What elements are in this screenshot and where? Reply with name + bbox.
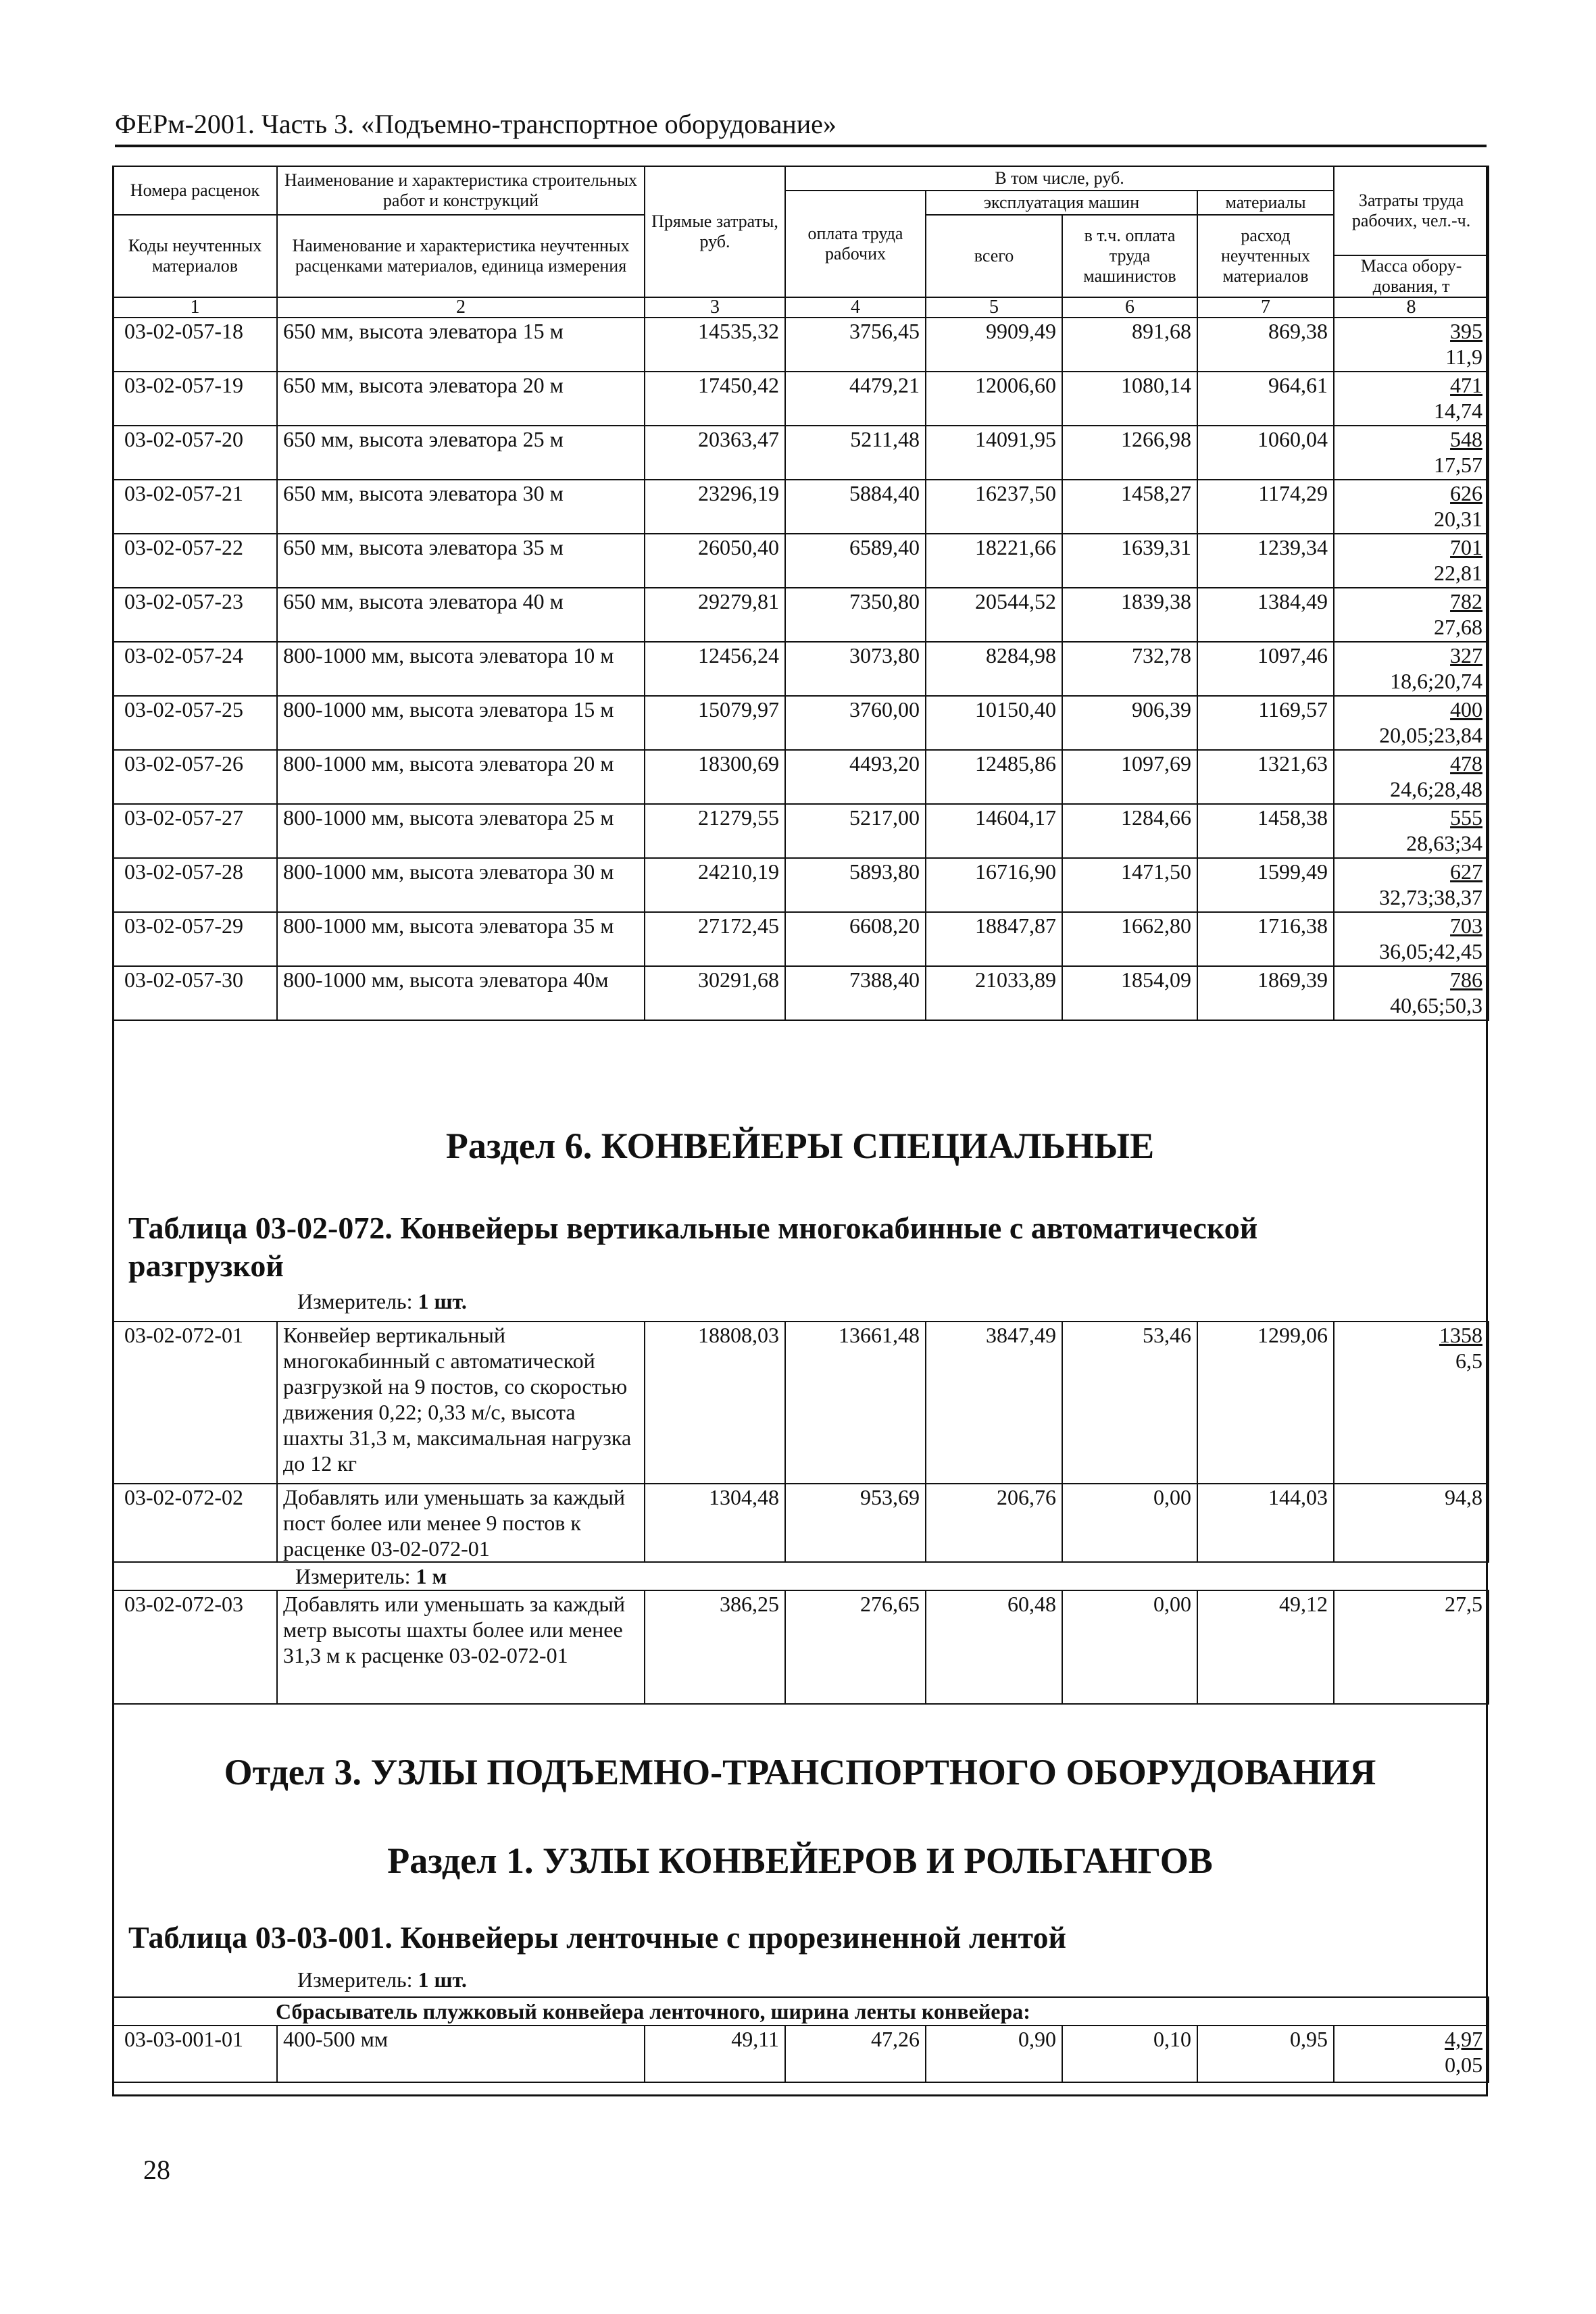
machines-total: 18847,87 [926,912,1062,966]
rate-name: 650 мм, высота элеватора 20 м [277,372,645,426]
materials-cost: 1174,29 [1197,480,1334,534]
machines-total: 0,90 [926,2026,1062,2082]
machines-total: 206,76 [926,1484,1062,1562]
col-code-top: Номера расценок [113,166,277,215]
equipment-mass: 6,5 [1455,1349,1482,1373]
direct-cost: 26050,40 [645,534,785,588]
machines-total: 12485,86 [926,750,1062,804]
labor-hours-and-mass [1334,696,1489,750]
col-name-bottom: Наименование и характеристика неучтенных расценками материалов, единица измерения [277,215,645,297]
rate-code: 03-02-057-20 [113,426,277,480]
table-row [113,2026,1489,2082]
table-row [113,534,1489,588]
labor-hours: 94,8 [1445,1485,1482,1509]
labor-hours-and-mass [1334,912,1489,966]
direct-cost: 15079,97 [645,696,785,750]
labor-hours: 555 [1450,805,1483,830]
table-row [113,750,1489,804]
materials-cost: 1169,57 [1197,696,1334,750]
rate-name: 650 мм, высота элеватора 35 м [277,534,645,588]
materials-cost: 869,38 [1197,318,1334,372]
page-header [115,108,1487,147]
equipment-mass: 20,31 [1434,507,1483,531]
rate-name: 800-1000 мм, высота элеватора 10 м [277,642,645,696]
rate-code: 03-02-072-03 [113,1590,277,1704]
col-number: 1 [113,297,277,318]
rate-name: Конвейер вертикальный многокабинный с автоматической разгрузкой на 9 постов, со скоростью движения 0,22; 0,33 м/с, высота шахты 31,3 м, максимальная нагрузка до 12 кг [277,1322,645,1484]
direct-cost: 18808,03 [645,1322,785,1484]
rate-name: 800-1000 мм, высота элеватора 15 м [277,696,645,750]
col-number: 6 [1062,297,1197,318]
measure-label: Измеритель: 1 шт. [297,1289,467,1313]
labor-hours-and-mass [1334,588,1489,642]
equipment-mass: 28,63;34 [1406,831,1483,855]
labor-hours: 478 [1450,751,1483,776]
labor-hours-and-mass [1334,1322,1489,1484]
rate-code: 03-02-057-25 [113,696,277,750]
materials-cost: 1384,49 [1197,588,1334,642]
machines-total: 18221,66 [926,534,1062,588]
machinists-cost: 1839,38 [1062,588,1197,642]
machinists-cost: 1080,14 [1062,372,1197,426]
col-code-bottom: Коды неучтенных материалов [113,215,277,297]
col-number: 5 [926,297,1062,318]
col-number: 7 [1197,297,1334,318]
machines-total: 16716,90 [926,858,1062,912]
machinists-cost: 891,68 [1062,318,1197,372]
materials-cost: 144,03 [1197,1484,1334,1562]
machines-total: 12006,60 [926,372,1062,426]
machinists-cost: 1097,69 [1062,750,1197,804]
labor-hours-and-mass [1334,1590,1489,1704]
measure-label: Измеритель: 1 шт. [297,1967,467,1992]
rate-code: 03-02-057-28 [113,858,277,912]
direct-cost: 27172,45 [645,912,785,966]
direct-cost: 20363,47 [645,426,785,480]
materials-cost: 1716,38 [1197,912,1334,966]
labor-hours-and-mass [1334,372,1489,426]
table-03-03-001-title: Таблица 03-03-001. Конвейеры ленточные с прорезиненной лентой [128,1920,1067,1955]
machinists-cost: 1471,50 [1062,858,1197,912]
col-machines: эксплуатация машин [926,191,1197,215]
machines-total: 20544,52 [926,588,1062,642]
table-row [113,912,1489,966]
labor-hours-and-mass [1334,642,1489,696]
machinists-cost: 732,78 [1062,642,1197,696]
direct-cost: 12456,24 [645,642,785,696]
rate-name: Добавлять или уменьшать за каждый метр высоты шахты более или менее 31,3 м к расценке 03-02-072-01 [277,1590,645,1704]
labor-hours-and-mass [1334,480,1489,534]
table-row [113,966,1489,1020]
page-number: 28 [143,2155,170,2185]
labor-hours: 626 [1450,481,1483,505]
rate-code: 03-02-072-02 [113,1484,277,1562]
equipment-mass: 17,57 [1434,453,1483,477]
direct-cost: 14535,32 [645,318,785,372]
labor-hours-and-mass [1334,1484,1489,1562]
labor-cost: 4493,20 [785,750,926,804]
col-materials-group: материалы [1197,191,1334,215]
labor-cost: 5884,40 [785,480,926,534]
labor-cost: 5211,48 [785,426,926,480]
materials-cost: 49,12 [1197,1590,1334,1704]
equipment-mass: 32,73;38,37 [1379,885,1483,909]
rates-table-072 [112,1321,1489,1705]
labor-cost: 7388,40 [785,966,926,1020]
labor-cost: 47,26 [785,2026,926,2082]
materials-cost: 1599,49 [1197,858,1334,912]
table-row [113,858,1489,912]
machinists-cost: 0,10 [1062,2026,1197,2082]
labor-hours: 1358 [1439,1323,1482,1347]
labor-cost: 953,69 [785,1484,926,1562]
machines-total: 10150,40 [926,696,1062,750]
labor-hours: 400 [1450,697,1483,722]
labor-cost: 276,65 [785,1590,926,1704]
direct-cost: 23296,19 [645,480,785,534]
table-row [113,318,1489,372]
page-header-title: ФЕРм-2001. Часть 3. «Подъемно-транспортное оборудование» [115,109,837,139]
col-machinists: в т.ч. оплата труда машинистов [1062,215,1197,297]
materials-cost: 1299,06 [1197,1322,1334,1484]
labor-cost: 3756,45 [785,318,926,372]
table-row [113,426,1489,480]
materials-cost: 1239,34 [1197,534,1334,588]
materials-cost: 0,95 [1197,2026,1334,2082]
labor-hours-and-mass [1334,534,1489,588]
machinists-cost: 0,00 [1062,1484,1197,1562]
rate-name: 800-1000 мм, высота элеватора 30 м [277,858,645,912]
machines-total: 16237,50 [926,480,1062,534]
rates-table-top [112,166,1489,1021]
direct-cost: 18300,69 [645,750,785,804]
machinists-cost: 906,39 [1062,696,1197,750]
machines-total: 9909,49 [926,318,1062,372]
rate-code: 03-02-057-27 [113,804,277,858]
labor-hours: 27,5 [1445,1592,1482,1616]
rate-code: 03-02-057-21 [113,480,277,534]
section-1-title: Раздел 1. УЗЛЫ КОНВЕЙЕРОВ И РОЛЬГАНГОВ [387,1840,1213,1881]
table-03-02-072-title: Таблица 03-02-072. Конвейеры вертикальные многокабинные с автоматической разгрузкой [128,1211,1258,1283]
machinists-cost: 1662,80 [1062,912,1197,966]
machinists-cost: 1458,27 [1062,480,1197,534]
col-direct: Прямые затраты, руб. [645,166,785,297]
rate-code: 03-02-057-29 [113,912,277,966]
rate-name: 650 мм, высота элеватора 40 м [277,588,645,642]
materials-cost: 1458,38 [1197,804,1334,858]
machinists-cost: 1284,66 [1062,804,1197,858]
direct-cost: 21279,55 [645,804,785,858]
machines-total: 60,48 [926,1590,1062,1704]
rate-code: 03-02-057-30 [113,966,277,1020]
rate-code: 03-02-057-22 [113,534,277,588]
labor-hours: 395 [1450,319,1483,343]
machinists-cost: 0,00 [1062,1590,1197,1704]
rate-code: 03-02-057-26 [113,750,277,804]
materials-cost: 1060,04 [1197,426,1334,480]
rate-name: 650 мм, высота элеватора 15 м [277,318,645,372]
labor-hours: 701 [1450,535,1483,559]
rate-name: 800-1000 мм, высота элеватора 25 м [277,804,645,858]
machines-total: 8284,98 [926,642,1062,696]
equipment-mass: 27,68 [1434,615,1483,639]
table-row [113,642,1489,696]
rate-name: 400-500 мм [277,2026,645,2082]
labor-hours: 627 [1450,859,1483,884]
direct-cost: 24210,19 [645,858,785,912]
labor-hours: 471 [1450,373,1483,397]
group-row-label: Сбрасыватель плужковый конвейера ленточного, ширина ленты конвейера: [113,1997,1489,2026]
direct-cost: 49,11 [645,2026,785,2082]
materials-cost: 1869,39 [1197,966,1334,1020]
col-name-top: Наименование и характеристика строительных работ и конструкций [277,166,645,215]
labor-cost: 5217,00 [785,804,926,858]
col-labor-hours: Затраты труда рабочих, чел.-ч. [1334,166,1489,255]
rate-code: 03-02-057-19 [113,372,277,426]
equipment-mass: 22,81 [1434,561,1483,585]
materials-cost: 964,61 [1197,372,1334,426]
labor-cost: 5893,80 [785,858,926,912]
rate-code: 03-02-057-18 [113,318,277,372]
materials-cost: 1321,63 [1197,750,1334,804]
rate-name: 650 мм, высота элеватора 25 м [277,426,645,480]
rate-name: 800-1000 мм, высота элеватора 20 м [277,750,645,804]
rate-name: Добавлять или уменьшать за каждый пост более или менее 9 постов к расценке 03-02-072-01 [277,1484,645,1562]
col-labor: оплата труда рабочих [785,191,926,297]
equipment-mass: 20,05;23,84 [1379,723,1483,747]
direct-cost: 1304,48 [645,1484,785,1562]
materials-cost: 1097,46 [1197,642,1334,696]
group-row [113,1997,1489,2026]
table-row [113,372,1489,426]
labor-cost: 13661,48 [785,1322,926,1484]
labor-cost: 3760,00 [785,696,926,750]
col-mass: Масса обору-дования, т [1334,255,1489,297]
col-number: 8 [1334,297,1489,318]
rate-code: 03-02-057-24 [113,642,277,696]
rate-name: 800-1000 мм, высота элеватора 35 м [277,912,645,966]
direct-cost: 17450,42 [645,372,785,426]
machines-total: 3847,49 [926,1322,1062,1484]
col-number: 3 [645,297,785,318]
machinists-cost: 1639,31 [1062,534,1197,588]
equipment-mass: 18,6;20,74 [1390,669,1483,693]
labor-hours-and-mass [1334,426,1489,480]
labor-hours-and-mass [1334,966,1489,1020]
labor-cost: 4479,21 [785,372,926,426]
column-numbers-row [113,297,1489,318]
col-number: 4 [785,297,926,318]
labor-hours: 327 [1450,643,1483,668]
labor-hours: 782 [1450,589,1483,613]
table-row [113,588,1489,642]
table-row [113,804,1489,858]
col-machines-total: всего [926,215,1062,297]
labor-hours-and-mass [1334,858,1489,912]
labor-hours-and-mass [1334,2026,1489,2082]
equipment-mass: 0,05 [1445,2053,1483,2077]
rate-code: 03-02-057-23 [113,588,277,642]
machines-total: 14604,17 [926,804,1062,858]
measure-cell: Измеритель: 1 м [113,1562,1489,1590]
table-row [113,1322,1489,1484]
col-group-header: В том числе, руб. [785,166,1334,191]
machines-total: 14091,95 [926,426,1062,480]
direct-cost: 386,25 [645,1590,785,1704]
table-row [113,1590,1489,1704]
rate-code: 03-03-001-01 [113,2026,277,2082]
labor-cost: 7350,80 [785,588,926,642]
direct-cost: 29279,81 [645,588,785,642]
department-3-title: Отдел 3. УЗЛЫ ПОДЪЕМНО-ТРАНСПОРТНОГО ОБОРУДОВАНИЯ [224,1752,1376,1792]
table-row [113,1484,1489,1562]
equipment-mass: 36,05;42,45 [1379,939,1483,963]
section-6-title: Раздел 6. КОНВЕЙЕРЫ СПЕЦИАЛЬНЫЕ [445,1126,1155,1166]
rate-name: 800-1000 мм, высота элеватора 40м [277,966,645,1020]
machinists-cost: 1266,98 [1062,426,1197,480]
equipment-mass: 24,6;28,48 [1390,777,1483,801]
labor-cost: 3073,80 [785,642,926,696]
labor-hours-and-mass [1334,804,1489,858]
labor-hours: 786 [1450,967,1483,992]
equipment-mass: 14,74 [1434,399,1483,423]
labor-cost: 6608,20 [785,912,926,966]
col-materials: расход неучтенных материалов [1197,215,1334,297]
equipment-mass: 11,9 [1445,345,1483,369]
rate-name: 650 мм, высота элеватора 30 м [277,480,645,534]
direct-cost: 30291,68 [645,966,785,1020]
labor-hours-and-mass [1334,750,1489,804]
labor-hours: 703 [1450,913,1483,938]
rate-code: 03-02-072-01 [113,1322,277,1484]
labor-cost: 6589,40 [785,534,926,588]
labor-hours: 548 [1450,427,1483,451]
labor-hours-and-mass [1334,318,1489,372]
table-row [113,696,1489,750]
measure-row [113,1562,1489,1590]
machinists-cost: 53,46 [1062,1322,1197,1484]
labor-hours: 4,97 [1445,2027,1483,2051]
machines-total: 21033,89 [926,966,1062,1020]
rates-table-03-03-001 [112,1996,1489,2083]
col-number: 2 [277,297,645,318]
machinists-cost: 1854,09 [1062,966,1197,1020]
equipment-mass: 40,65;50,3 [1390,993,1483,1017]
table-row [113,480,1489,534]
